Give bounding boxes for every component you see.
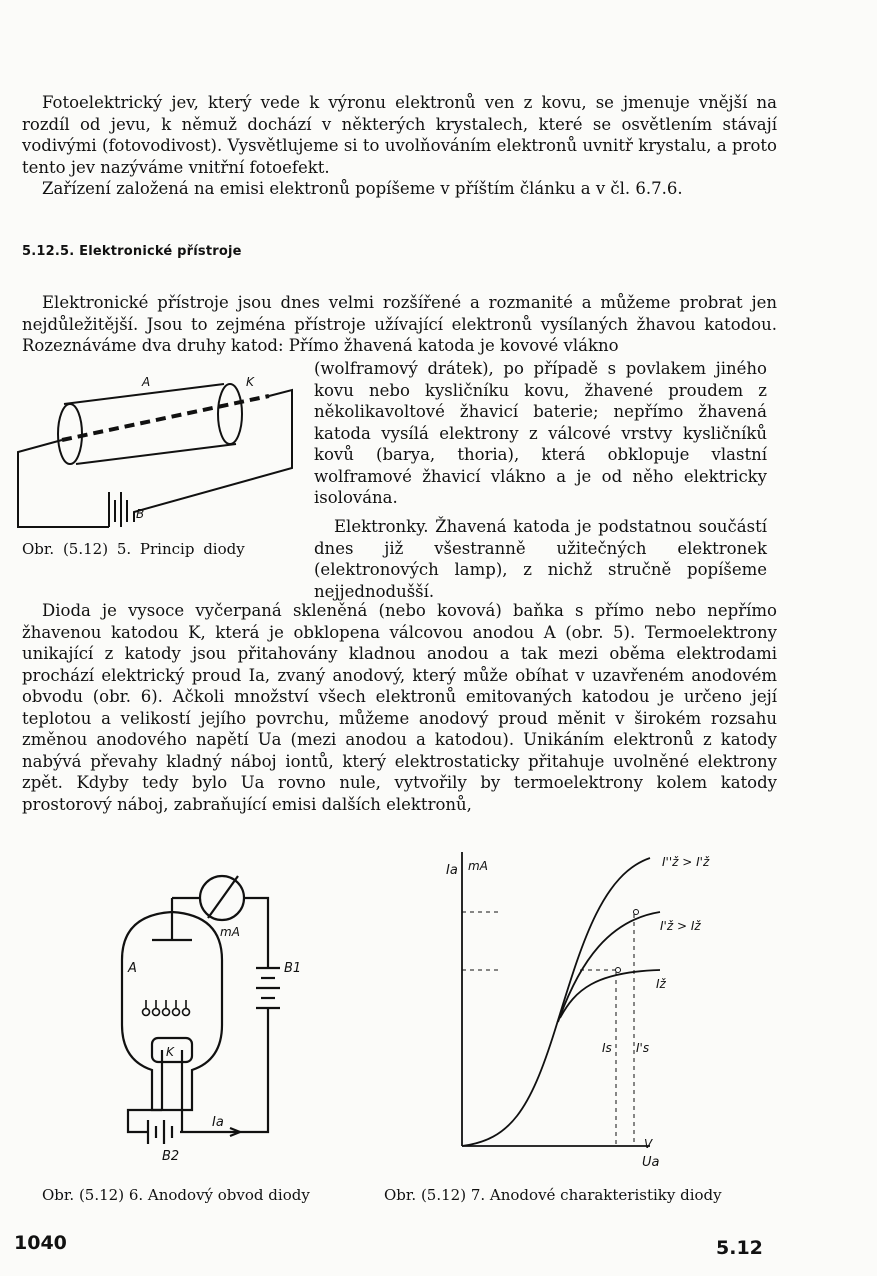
figure-5-caption: Obr. (5.12) 5. Princip diody [22, 540, 245, 558]
fig7-y-unit-label: mA [468, 859, 488, 873]
intro-paragraph-1: Fotoelektrický jev, který vede k výronu elektronů ven z kovu, se jmenuje vnější na rozdíl od jevu, k němuž dochází v některých krystalech, které se osvětlením stávají vodivými (fotovodivost). Vysvětlujeme si to uvolňováním elektronů uvnitř krystalu, a proto tento jev nazýváme vnitřní fotoefekt. [22, 93, 777, 177]
fig7-saturation-2-label: I's [636, 1041, 650, 1055]
body-paragraph-2-wrap: Elektronky. Žhavená katoda je podstatnou součástí dnes již všestranně užitečných elektronek (elektronových lamp), z nichž stručně popíšeme nejjednodušší. [314, 517, 767, 601]
fig6-anode-label: A [128, 961, 137, 976]
body-paragraph-1-wrap: (wolframový drátek), po případě s povlakem jiného kovu nebo kysličníku kovu, žhavené proudem z několikavoltové žhavicí baterie; nepřímo žhavená katoda vysílá elektrony z válcové vrstvy kysličníků kovů (barya, thoria), která obklopuje vlastní wolframové žhavicí vlákno a je od něho elektricky isolována. [314, 359, 767, 507]
fig7-saturation-1-label: Is [602, 1041, 612, 1055]
fig7-curve-mid-label: I'ž > Iž [660, 919, 701, 933]
section-number: 5.12 [716, 1237, 763, 1259]
fig6-cathode-label: K [166, 1045, 174, 1059]
fig7-curve-low-label: Iž [656, 977, 666, 991]
fig5-cathode-label: K [246, 375, 254, 389]
figure-6-caption: Obr. (5.12) 6. Anodový obvod diody [42, 1186, 310, 1204]
diode-principle-diagram [14, 372, 304, 532]
anode-characteristics-chart [430, 840, 720, 1180]
anode-circuit-diagram [110, 840, 310, 1180]
body-paragraph-1: Elektronické přístroje jsou dnes velmi rozšířené a rozmanité a můžeme probrat jen nejdůležitější. Jsou to zejména přístroje užívající elektronů vysílaných žhavou katodou. Rozeznáváme dva druhy katod: Přímo žhavená katoda je kovové vlákno [22, 293, 777, 355]
fig7-y-axis-label: Ia [446, 863, 458, 878]
fig6-meter-label: mA [220, 925, 240, 939]
intro-text [22, 92, 777, 200]
fig6-current-label: Ia [212, 1115, 224, 1130]
figure-5 [14, 372, 304, 532]
fig7-x-unit-label: V [644, 1137, 653, 1151]
fig5-battery-label: B [136, 507, 145, 521]
fig7-curve-top-label: I''ž > I'ž [662, 855, 710, 869]
fig6-battery1-label: B1 [284, 961, 302, 976]
body-paragraph-3: Dioda je vysoce vyčerpaná skleněná (nebo kovová) baňka s přímo nebo nepřímo žhavenou katodou K, která je obklopena válcovou anodou A (obr. 5). Termoelektrony unikající z katody jsou přitahovány kladnou anodou a tak mezi oběma elektrodami prochází elektrický proud Ia, zvaný anodový, který může obíhat v uzavřeném anodovém obvodu (obr. 6). Ačkoli množství všech elektronů emitovaných katodou je určeno její teplotou a velikostí jejího povrchu, můžeme anodový proud měnit v širokém rozsahu změnou anodového napětí Ua (mezi anodou a katodou). Unikáním elektronů z katody nabývá převahy kladný náboj iontů, který elektrostaticky přitahuje uvolněné elektrony zpět. Kdyby tedy bylo Ua rovno nule, vytvořily by termoelektrony kolem katody prostorový náboj, zabraňující emisi dalších elektronů, [22, 601, 777, 814]
figure-7-caption: Obr. (5.12) 7. Anodové charakteristiky diody [384, 1186, 722, 1204]
figure-7 [430, 840, 720, 1180]
intro-paragraph-2: Zařízení založená na emisi elektronů popíšeme v příštím článku a v čl. 6.7.6. [42, 179, 683, 198]
section-heading: 5.12.5. Elektronické přístroje [22, 244, 242, 259]
fig6-battery2-label: B2 [162, 1149, 180, 1164]
fig5-anode-label: A [142, 375, 151, 389]
fig7-x-axis-label: Ua [642, 1155, 660, 1170]
page-number: 1040 [14, 1232, 67, 1254]
figure-6 [110, 840, 310, 1180]
